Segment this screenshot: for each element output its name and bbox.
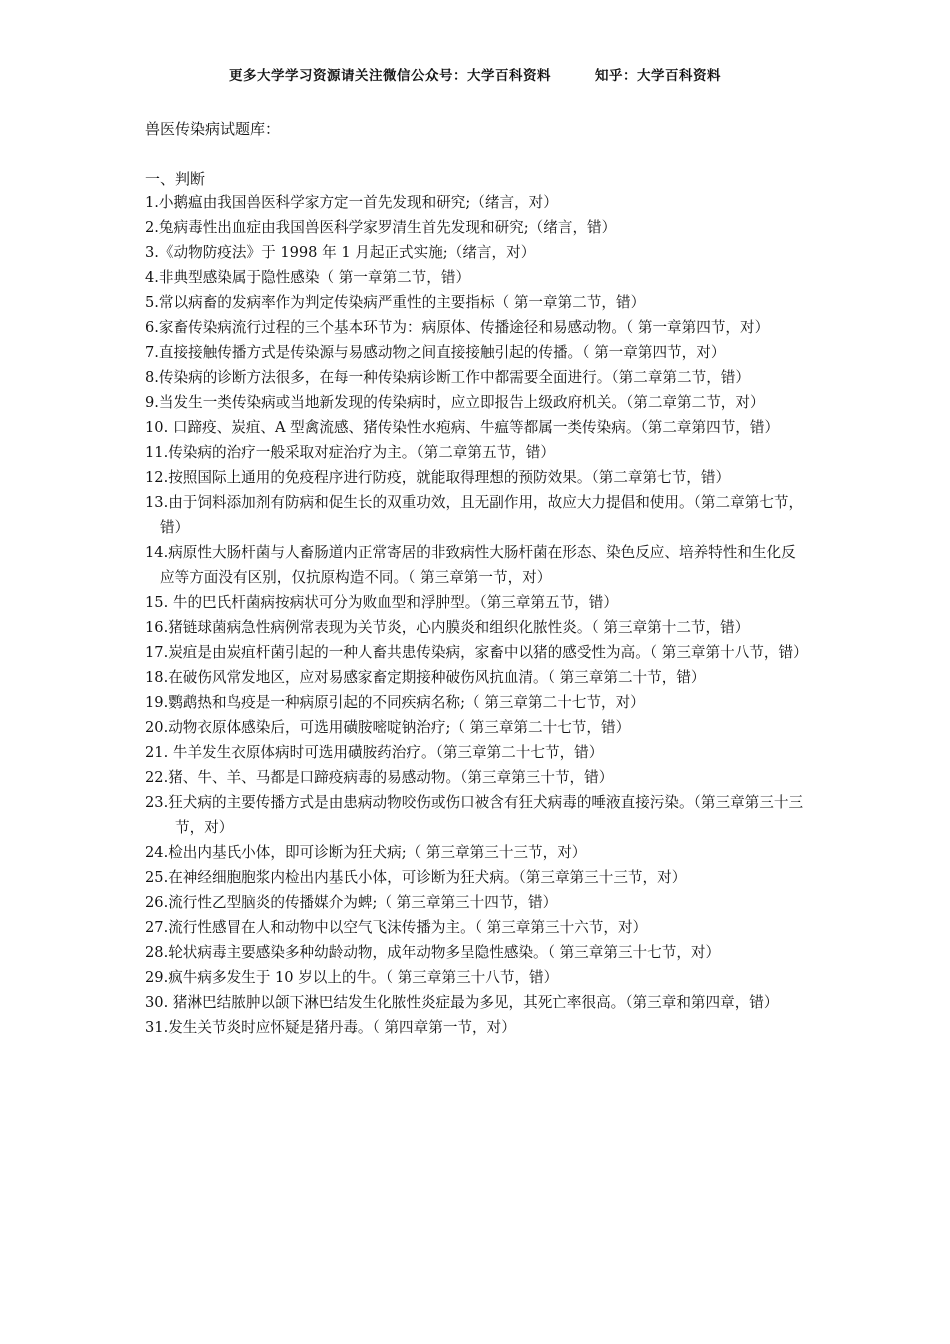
- question-item: 14.病原性大肠杆菌与人畜肠道内正常寄居的非致病性大肠杆菌在形态、染色反应、培养特性和生化反应等方面没有区别，仅抗原构造不同。（ 第三章第一节，对）: [145, 544, 796, 586]
- question-item: 19.鹦鹉热和鸟疫是一种病原引起的不同疾病名称;（ 第三章第二十七节，对）: [145, 694, 645, 711]
- question-item: 20.动物衣原体感染后，可选用磺胺嘧啶钠治疗;（ 第三章第二十七节，错）: [145, 719, 631, 736]
- question-item: 18.在破伤风常发地区，应对易感家畜定期接种破伤风抗血清。（ 第三章第二十节，错）: [145, 669, 706, 686]
- question-list: [145, 190, 810, 1040]
- question-item: 5.常以病畜的发病率作为判定传染病严重性的主要指标（ 第一章第二节，错）: [145, 294, 646, 311]
- question-item: 6.家畜传染病流行过程的三个基本环节为：病原体、传播途径和易感动物。（ 第一章第四节，对）: [145, 319, 770, 336]
- page-header: [0, 64, 950, 84]
- question-item: 30. 猪淋巴结脓肿以颌下淋巴结发生化脓性炎症最为多见，其死亡率很高。（第三章和第四章，错）: [145, 994, 779, 1011]
- document-title: 兽医传染病试题库：: [145, 120, 281, 138]
- question-item: 21. 牛羊发生衣原体病时可选用磺胺药治疗。（第三章第二十七节，错）: [145, 744, 604, 761]
- question-item: 28.轮状病毒主要感染多种幼龄动物，成年动物多呈隐性感染。（ 第三章第三十七节，对）: [145, 944, 721, 961]
- question-item: 4.非典型感染属于隐性感染（ 第一章第二节，错）: [145, 269, 471, 286]
- question-item: 15. 牛的巴氏杆菌病按病状可分为败血型和浮肿型。（第三章第五节，错）: [145, 594, 618, 611]
- question-item: 22.猪、牛、羊、马都是口蹄疫病毒的易感动物。（第三章第三十节，错）: [145, 769, 614, 786]
- question-item: 3.《动物防疫法》于 1998 年 1 月起正式实施;（绪言，对）: [145, 244, 536, 261]
- question-item: 2.兔病毒性出血症由我国兽医科学家罗清生首先发现和研究;（绪言，错）: [145, 219, 617, 236]
- question-item: 9.当发生一类传染病或当地新发现的传染病时，应立即报告上级政府机关。（第二章第二节，对）: [145, 394, 765, 411]
- question-item: 23.狂犬病的主要传播方式是由患病动物咬伤或伤口被含有狂犬病毒的唾液直接污染。（第三章第三十三节，对）: [145, 794, 804, 836]
- question-item: 10. 口蹄疫、炭疽、A 型禽流感、猪传染性水疱病、牛瘟等都属一类传染病。（第二章第四节，错）: [145, 419, 780, 436]
- question-item: 25.在神经细胞胞浆内检出内基氏小体，可诊断为狂犬病。（第三章第三十三节，对）: [145, 869, 687, 886]
- question-item: 8.传染病的诊断方法很多，在每一种传染病诊断工作中都需要全面进行。（第二章第二节，错）: [145, 369, 750, 386]
- question-item: 12.按照国际上通用的免疫程序进行防疫，就能取得理想的预防效果。（第二章第七节，错）: [145, 469, 731, 486]
- header-wechat-text: 更多大学学习资源请关注微信公众号：大学百科资料: [229, 68, 551, 84]
- question-item: 11.传染病的治疗一般采取对症治疗为主。（第二章第五节，错）: [145, 444, 555, 461]
- question-item: 29.疯牛病多发生于 10 岁以上的牛。（ 第三章第三十八节，错）: [145, 969, 559, 986]
- question-item: 26.流行性乙型脑炎的传播媒介为蜱;（ 第三章第三十四节，错）: [145, 894, 558, 911]
- question-item: 27.流行性感冒在人和动物中以空气飞沫传播为主。（ 第三章第三十六节，对）: [145, 919, 648, 936]
- header-zhihu-text: 知乎：大学百科资料: [595, 68, 721, 84]
- section-heading: 一、判断: [145, 170, 206, 188]
- question-item: 17.炭疽是由炭疽杆菌引起的一种人畜共患传染病，家畜中以猪的感受性为高。（ 第三章第十八节，错）: [145, 644, 808, 661]
- question-item: 24.检出内基氏小体，即可诊断为狂犬病;（ 第三章第三十三节，对）: [145, 844, 587, 861]
- question-item: 31.发生关节炎时应怀疑是猪丹毒。（ 第四章第一节，对）: [145, 1019, 516, 1036]
- question-item: 16.猪链球菌病急性病例常表现为关节炎，心内膜炎和组织化脓性炎。（ 第三章第十二节，错）: [145, 619, 750, 636]
- question-item: 1.小鹅瘟由我国兽医科学家方定一首先发现和研究;（绪言，对）: [145, 194, 558, 211]
- question-item: 7.直接接触传播方式是传染源与易感动物之间直接接触引起的传播。（ 第一章第四节，对）: [145, 344, 726, 361]
- question-item: 13.由于饲料添加剂有防病和促生长的双重功效，且无副作用，故应大力提倡和使用。（第二章第七节，错）: [145, 494, 804, 536]
